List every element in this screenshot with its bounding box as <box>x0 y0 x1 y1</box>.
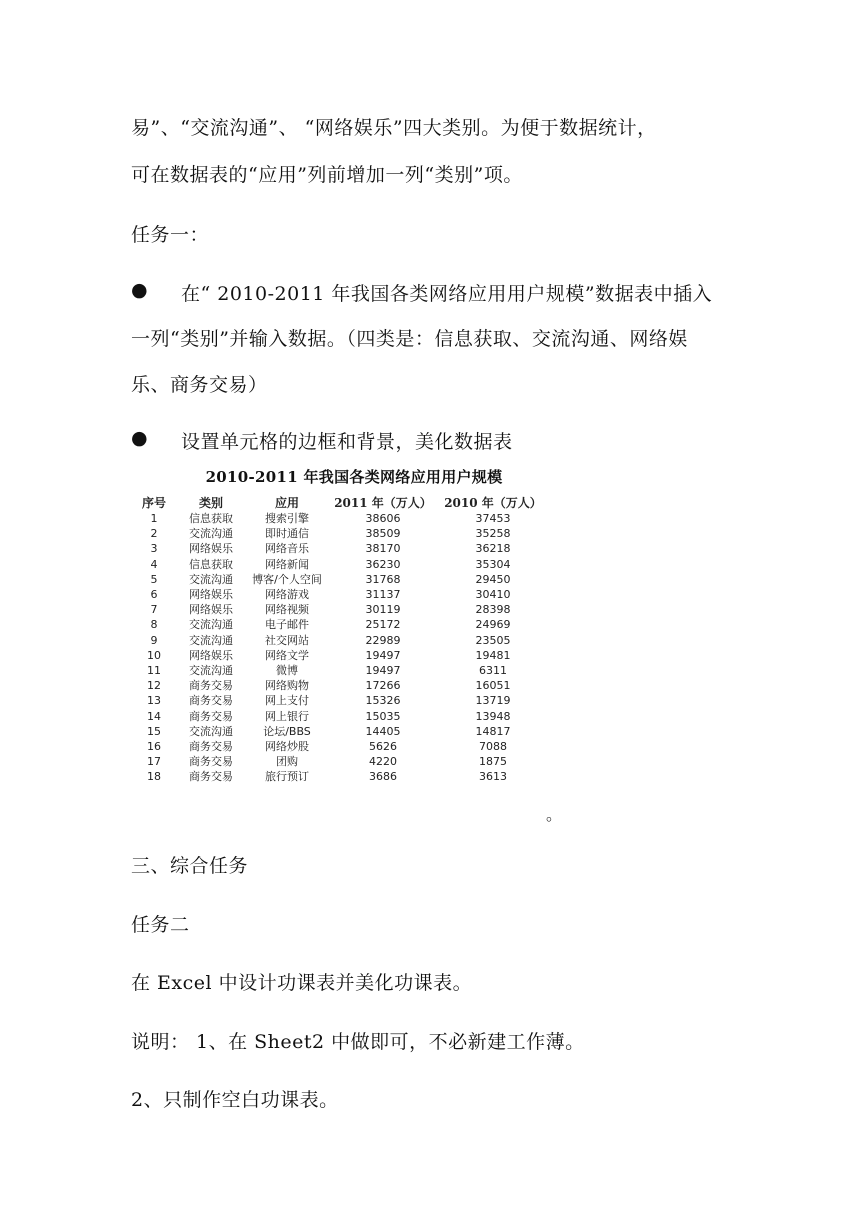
cell-category: 交流沟通 <box>189 633 233 647</box>
cell-category: 网络娱乐 <box>189 588 233 602</box>
note-2: 2、只制作空白功课表。 <box>131 1089 339 1111</box>
cell-2010: 35304 <box>475 557 511 571</box>
note-1: 说明： 1、在 Sheet2 中做即可，不必新建工作薄。 <box>131 1031 585 1053</box>
header-index: 序号 <box>141 496 166 510</box>
cell-index: 3 <box>150 542 158 556</box>
cell-2010: 13948 <box>475 709 511 723</box>
cell-2011: 38606 <box>365 512 401 526</box>
cell-category: 交流沟通 <box>189 527 233 541</box>
period-mark: 。 <box>546 805 563 824</box>
cell-2011: 36230 <box>365 557 401 571</box>
cell-category: 交流沟通 <box>189 663 233 677</box>
cell-index: 13 <box>147 694 161 708</box>
table-title: 2010-2011 年我国各类网络应用用户规模 <box>205 468 503 486</box>
cell-application: 搜索引擎 <box>265 512 309 526</box>
table-row <box>132 724 548 739</box>
cell-2010: 3613 <box>479 770 507 784</box>
cell-application: 论坛/BBS <box>263 724 311 738</box>
cell-application: 网络炒股 <box>265 739 309 753</box>
cell-application: 网络文学 <box>265 648 309 662</box>
table-row <box>132 511 548 526</box>
cell-index: 10 <box>147 648 161 662</box>
table-row <box>132 587 548 602</box>
cell-application: 网上支付 <box>265 694 309 708</box>
table-row <box>132 739 548 754</box>
cell-2010: 30410 <box>475 588 511 602</box>
cell-application: 博客/个人空间 <box>252 572 322 586</box>
cell-category: 商务交易 <box>189 770 233 784</box>
cell-2011: 22989 <box>365 633 401 647</box>
cell-application: 即时通信 <box>265 527 309 541</box>
cell-index: 15 <box>147 724 161 738</box>
cell-2011: 30119 <box>365 603 401 617</box>
cell-2010: 28398 <box>475 603 511 617</box>
cell-category: 商务交易 <box>189 694 233 708</box>
cell-index: 2 <box>150 527 158 541</box>
cell-2011: 38170 <box>365 542 401 556</box>
table-row <box>132 633 548 648</box>
paragraph-line-1: 易”、“交流沟通”、 “网络娱乐”四大类别。为便于数据统计， <box>131 117 657 139</box>
cell-index: 12 <box>147 679 161 693</box>
table-row <box>132 663 548 678</box>
cell-category: 商务交易 <box>189 709 233 723</box>
cell-application: 旅行预订 <box>265 770 309 784</box>
cell-index: 14 <box>147 709 161 723</box>
data-table <box>132 494 548 784</box>
cell-category: 网络娱乐 <box>189 648 233 662</box>
table-row <box>132 754 548 769</box>
cell-application: 网上银行 <box>265 709 309 723</box>
table-row <box>132 572 548 587</box>
cell-application: 网络新闻 <box>265 557 309 571</box>
cell-2010: 36218 <box>475 542 511 556</box>
cell-index: 6 <box>150 588 158 602</box>
cell-index: 16 <box>147 739 161 753</box>
cell-category: 网络娱乐 <box>189 542 233 556</box>
paragraph-line-2: 可在数据表的“应用”列前增加一列“类别”项。 <box>131 164 523 186</box>
bullet1-line-3: 乐、商务交易） <box>131 374 268 396</box>
bullet2-text: 设置单元格的边框和背景，美化数据表 <box>181 431 513 453</box>
cell-index: 11 <box>147 663 161 677</box>
cell-category: 交流沟通 <box>189 572 233 586</box>
bullet-icon: ● <box>131 279 148 301</box>
cell-2010: 24969 <box>475 618 511 632</box>
cell-index: 18 <box>147 770 161 784</box>
cell-2011: 14405 <box>365 724 401 738</box>
cell-application: 团购 <box>276 755 298 769</box>
cell-2011: 15035 <box>365 709 401 723</box>
table-row <box>132 678 548 693</box>
table-row <box>132 541 548 556</box>
table-row <box>132 693 548 708</box>
header-2011: 2011 年（万人） <box>334 496 432 510</box>
cell-category: 商务交易 <box>189 679 233 693</box>
task2-description: 在 Excel 中设计功课表并美化功课表。 <box>131 972 473 994</box>
cell-index: 7 <box>150 603 158 617</box>
header-category: 类别 <box>198 496 223 510</box>
cell-index: 17 <box>147 755 161 769</box>
cell-category: 交流沟通 <box>189 618 233 632</box>
cell-2011: 15326 <box>365 694 401 708</box>
cell-2010: 6311 <box>479 663 507 677</box>
cell-index: 8 <box>150 618 158 632</box>
header-application: 应用 <box>274 496 299 510</box>
cell-category: 信息获取 <box>189 512 233 526</box>
cell-2011: 31137 <box>365 588 401 602</box>
cell-index: 5 <box>150 572 158 586</box>
cell-2010: 14817 <box>475 724 511 738</box>
cell-2010: 13719 <box>475 694 511 708</box>
cell-index: 9 <box>150 633 158 647</box>
cell-2011: 17266 <box>365 679 401 693</box>
cell-application: 微博 <box>276 663 298 677</box>
cell-2010: 29450 <box>475 572 511 586</box>
cell-2011: 4220 <box>369 755 397 769</box>
task1-heading: 任务一： <box>131 224 210 246</box>
bullet1-line-2: 一列“类别”并输入数据。（四类是：信息获取、交流沟通、网络娱 <box>131 328 688 350</box>
table-row <box>132 526 548 541</box>
cell-2011: 31768 <box>365 572 401 586</box>
task2-heading: 任务二 <box>131 914 190 936</box>
table-row <box>132 602 548 617</box>
cell-application: 网络购物 <box>265 679 309 693</box>
cell-category: 交流沟通 <box>189 724 233 738</box>
cell-category: 商务交易 <box>189 739 233 753</box>
table-row <box>132 708 548 723</box>
table-row <box>132 557 548 572</box>
cell-2010: 16051 <box>475 679 511 693</box>
cell-2010: 23505 <box>475 633 511 647</box>
cell-application: 电子邮件 <box>265 618 309 632</box>
section3-heading: 三、综合任务 <box>131 855 249 877</box>
table-row <box>132 617 548 632</box>
cell-2010: 1875 <box>479 755 507 769</box>
cell-2011: 19497 <box>365 648 401 662</box>
cell-2011: 5626 <box>369 739 397 753</box>
cell-2010: 7088 <box>479 739 507 753</box>
cell-application: 网络音乐 <box>265 542 309 556</box>
cell-2011: 38509 <box>365 527 401 541</box>
table-row <box>132 769 548 784</box>
cell-2010: 35258 <box>475 527 511 541</box>
cell-2011: 19497 <box>365 663 401 677</box>
cell-index: 1 <box>150 512 158 526</box>
cell-index: 4 <box>150 557 158 571</box>
cell-2010: 19481 <box>475 648 511 662</box>
table-row <box>132 648 548 663</box>
cell-category: 商务交易 <box>189 755 233 769</box>
cell-category: 信息获取 <box>189 557 233 571</box>
header-2010: 2010 年（万人） <box>444 496 542 510</box>
cell-category: 网络娱乐 <box>189 603 233 617</box>
cell-application: 社交网站 <box>265 633 309 647</box>
bullet-icon: ● <box>131 427 148 449</box>
cell-application: 网络游戏 <box>265 588 309 602</box>
table-header-row <box>132 494 548 511</box>
cell-2010: 37453 <box>475 512 511 526</box>
cell-application: 网络视频 <box>265 603 309 617</box>
cell-2011: 3686 <box>369 770 397 784</box>
bullet1-line-1: 在“ 2010-2011 年我国各类网络应用用户规模”数据表中插入 <box>181 283 713 305</box>
cell-2011: 25172 <box>365 618 401 632</box>
